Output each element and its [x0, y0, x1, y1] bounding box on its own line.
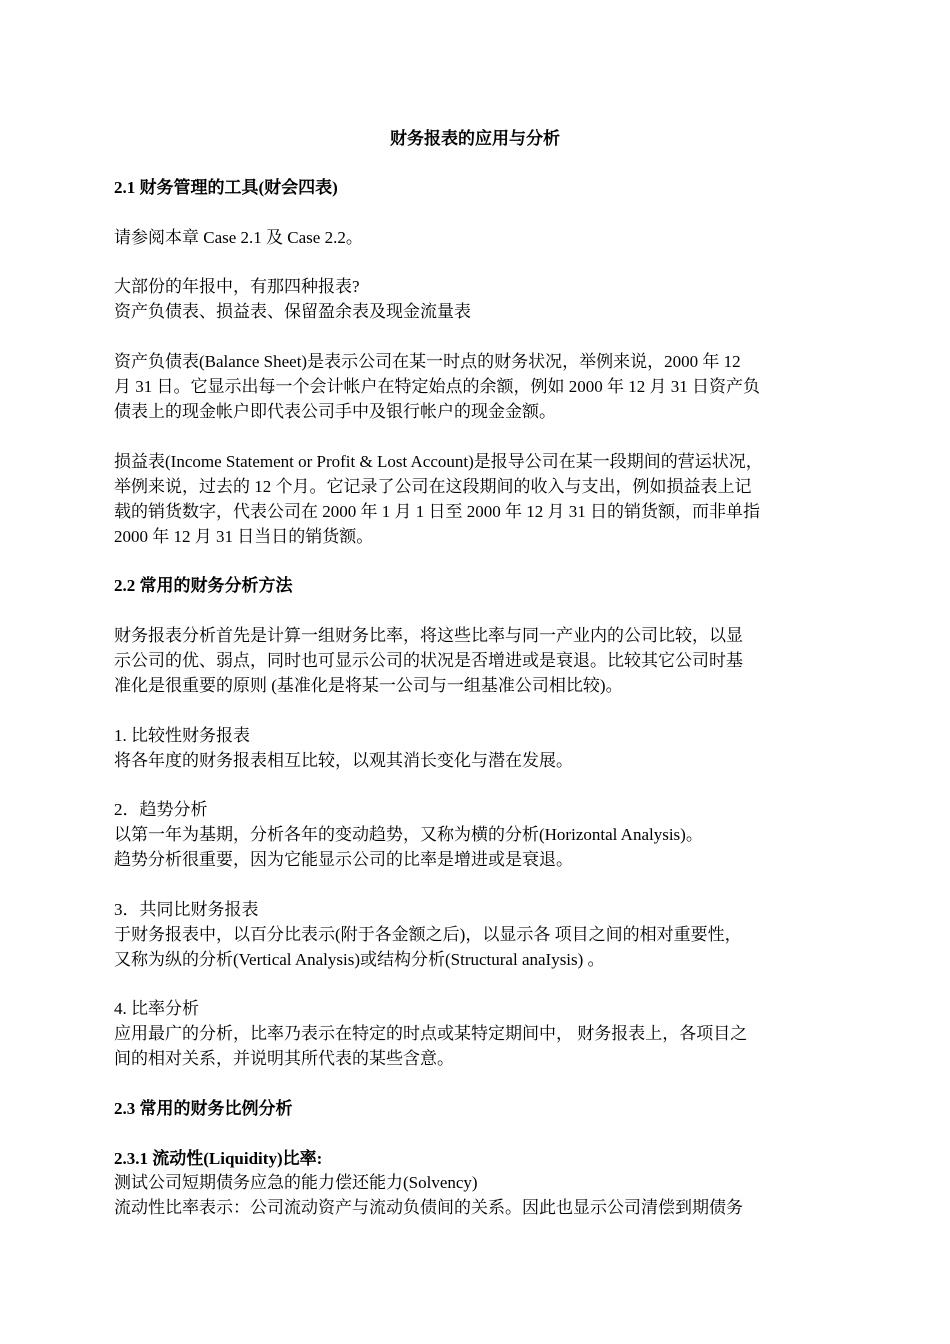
paragraph-line: 准化是很重要的原则 (基准化是将某一公司与一组基准公司相比较)。	[114, 676, 623, 695]
section-2-3-1-heading: 2.3.1 流动性(Liquidity)比率:	[114, 1149, 323, 1168]
paragraph-line: 损益表(Income Statement or Profit & Lost Account)是报导公司在某一段期间的营运状况，	[114, 452, 763, 471]
paragraph-line: 月 31 日。它显示出每一个会计帐户在特定始点的余额，例如 2000 年 12 月 31 日资产负	[114, 377, 760, 396]
paragraph-line: 债表上的现金帐户即代表公司手中及银行帐户的现金金额。	[114, 402, 556, 421]
section-2-3-heading: 2.3 常用的财务比例分析	[114, 1099, 293, 1118]
paragraph-line: 大部份的年报中，有那四种报表?	[114, 277, 360, 296]
method-3-title: 3．共同比财务报表	[114, 900, 259, 919]
paragraph-line: 请参阅本章 Case 2.1 及 Case 2.2。	[114, 228, 363, 247]
paragraph-line: 测试公司短期债务应急的能力偿还能力(Solvency)	[114, 1173, 478, 1192]
document-title: 财务报表的应用与分析	[390, 129, 560, 148]
method-4-title: 4. 比率分析	[114, 999, 199, 1018]
paragraph-line: 资产负债表(Balance Sheet)是表示公司在某一时点的财务状况，举例来说，2000 年 12	[114, 352, 741, 371]
paragraph-line: 2000 年 12 月 31 日当日的销货额。	[114, 527, 374, 546]
paragraph-line: 示公司的优、弱点，同时也可显示公司的状况是否增进或是衰退。比较其它公司时基	[114, 651, 743, 670]
paragraph-line: 资产负债表、损益表、保留盈余表及现金流量表	[114, 302, 471, 321]
method-2-title: 2．趋势分析	[114, 800, 208, 819]
paragraph-line: 间的相对关系，并说明其所代表的某些含意。	[114, 1049, 454, 1068]
paragraph-line: 举例来说，过去的 12 个月。它记录了公司在这段期间的收入与支出，例如损益表上记	[114, 477, 752, 496]
paragraph-line: 于财务报表中，以百分比表示(附于各金额之后)，以显示各 项目之间的相对重要性，	[114, 925, 742, 944]
paragraph-line: 流动性比率表示：公司流动资产与流动负债间的关系。因此也显示公司清偿到期债务	[114, 1198, 743, 1217]
paragraph-line: 财务报表分析首先是计算一组财务比率，将这些比率与同一产业内的公司比较，以显	[114, 626, 743, 645]
paragraph-line: 又称为纵的分析(Vertical Analysis)或结构分析(Structural anaIysis) 。	[114, 950, 605, 969]
paragraph-line: 将各年度的财务报表相互比较，以观其消长变化与潜在发展。	[114, 751, 573, 770]
section-2-1-heading: 2.1 财务管理的工具(财会四表)	[114, 178, 338, 197]
paragraph-line: 应用最广的分析，比率乃表示在特定的时点或某特定期间中， 财务报表上，各项目之	[114, 1024, 748, 1043]
paragraph-line: 以第一年为基期，分析各年的变动趋势，又称为横的分析(Horizontal Analysis)。	[114, 825, 703, 844]
method-1-title: 1. 比较性财务报表	[114, 726, 250, 745]
section-2-2-heading: 2.2 常用的财务分析方法	[114, 576, 293, 595]
paragraph-line: 趋势分析很重要，因为它能显示公司的比率是增进或是衰退。	[114, 850, 573, 869]
paragraph-line: 载的销货数字，代表公司在 2000 年 1 月 1 日至 2000 年 12 月 31 日的销货额，而非单指	[114, 502, 760, 521]
